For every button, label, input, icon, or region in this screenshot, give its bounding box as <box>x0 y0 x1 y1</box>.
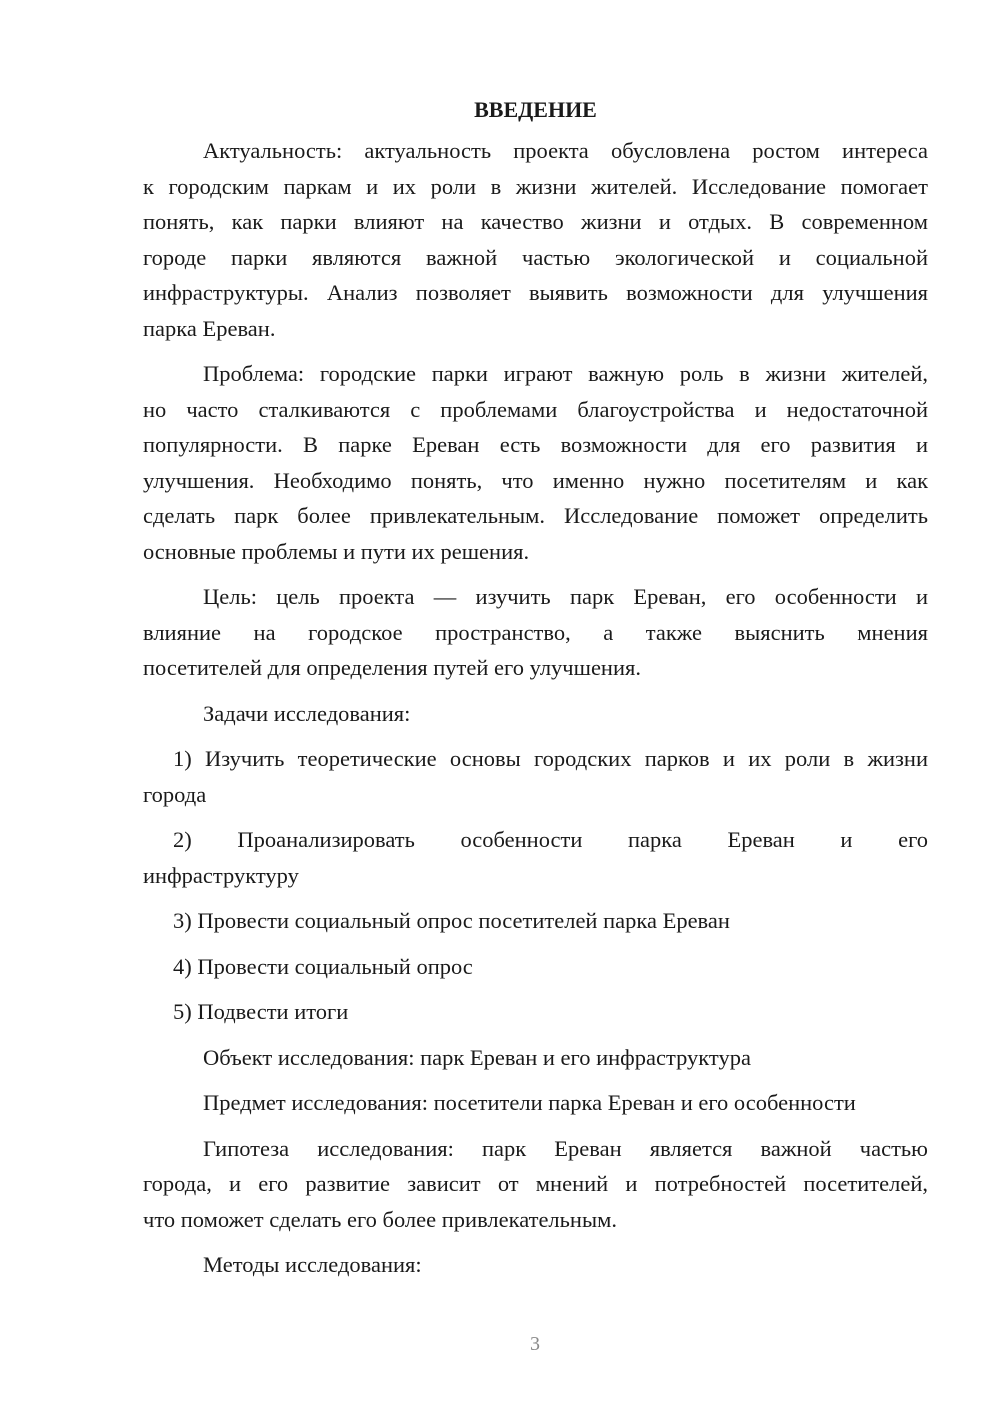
goal-paragraph <box>143 579 928 686</box>
text-line: основные проблемы и пути их решения. <box>143 538 530 564</box>
text-line: 3) Провести социальный опрос посетителей парка Ереван <box>173 908 730 933</box>
text-line: города, и его развитие зависит от мнений и потребностей посетителей, <box>143 1171 928 1196</box>
text-line: сделать парк более привлекательным. Исследование поможет определить <box>143 503 928 528</box>
text-line: города <box>143 781 207 807</box>
task-item-4 <box>143 949 928 985</box>
text-line: Предмет исследования: посетители парка Ереван и его особенности <box>203 1090 856 1115</box>
methods-title <box>143 1247 928 1283</box>
text-line: Актуальность: актуальность проекта обусловлена ростом интереса <box>203 138 928 163</box>
document-page <box>143 92 928 1293</box>
tasks-title <box>143 696 928 732</box>
text-line: 5) Подвести итоги <box>173 999 349 1024</box>
task-item-2 <box>143 822 928 893</box>
text-line: 2) Проанализировать особенности парка Ереван и его <box>173 827 928 852</box>
text-line: Объект исследования: парк Ереван и его инфраструктура <box>203 1044 751 1070</box>
text-line: что поможет сделать его более привлекательным. <box>143 1206 617 1232</box>
text-line: 1) Изучить теоретические основы городских парков и их роли в жизни <box>173 746 928 771</box>
text-line: посетителей для определения путей его улучшения. <box>143 655 641 680</box>
text-line: 4) Провести социальный опрос <box>173 953 473 979</box>
page-number: 3 <box>530 1333 540 1355</box>
problem-paragraph <box>143 356 928 569</box>
text-line: инфраструктуру <box>143 862 299 888</box>
section-heading: ВВЕДЕНИЕ <box>474 97 597 122</box>
task-item-1 <box>143 741 928 812</box>
subject-paragraph <box>143 1085 928 1121</box>
text-line: понять, как парки влияют на качество жизни и отдых. В современном <box>143 209 928 234</box>
text-line: улучшения. Необходимо понять, что именно нужно посетителям и как <box>143 467 928 493</box>
text-line: Гипотеза исследования: парк Ереван является важной частью <box>203 1135 928 1161</box>
text-line: Задачи исследования: <box>203 700 411 726</box>
task-item-3 <box>143 903 928 939</box>
text-line: Методы исследования: <box>203 1252 422 1277</box>
text-line: Цель: цель проекта — изучить парк Ереван, его особенности и <box>203 584 928 609</box>
text-line: инфраструктуры. Анализ позволяет выявить возможности для улучшения <box>143 280 928 305</box>
hypothesis-paragraph <box>143 1131 928 1238</box>
text-line: влияние на городское пространство, а также выяснить мнения <box>143 619 928 645</box>
text-line: парка Ереван. <box>143 315 276 341</box>
task-item-5 <box>143 994 928 1030</box>
object-paragraph <box>143 1040 928 1076</box>
text-line: к городским паркам и их роли в жизни жителей. Исследование помогает <box>143 173 928 199</box>
text-line: но часто сталкиваются с проблемами благоустройства и недостаточной <box>143 396 928 422</box>
text-line: городе парки являются важной частью экологической и социальной <box>143 244 928 270</box>
text-line: популярности. В парке Ереван есть возможности для его развития и <box>143 432 928 457</box>
relevance-paragraph <box>143 133 928 346</box>
text-line: Проблема: городские парки играют важную роль в жизни жителей, <box>203 361 928 386</box>
